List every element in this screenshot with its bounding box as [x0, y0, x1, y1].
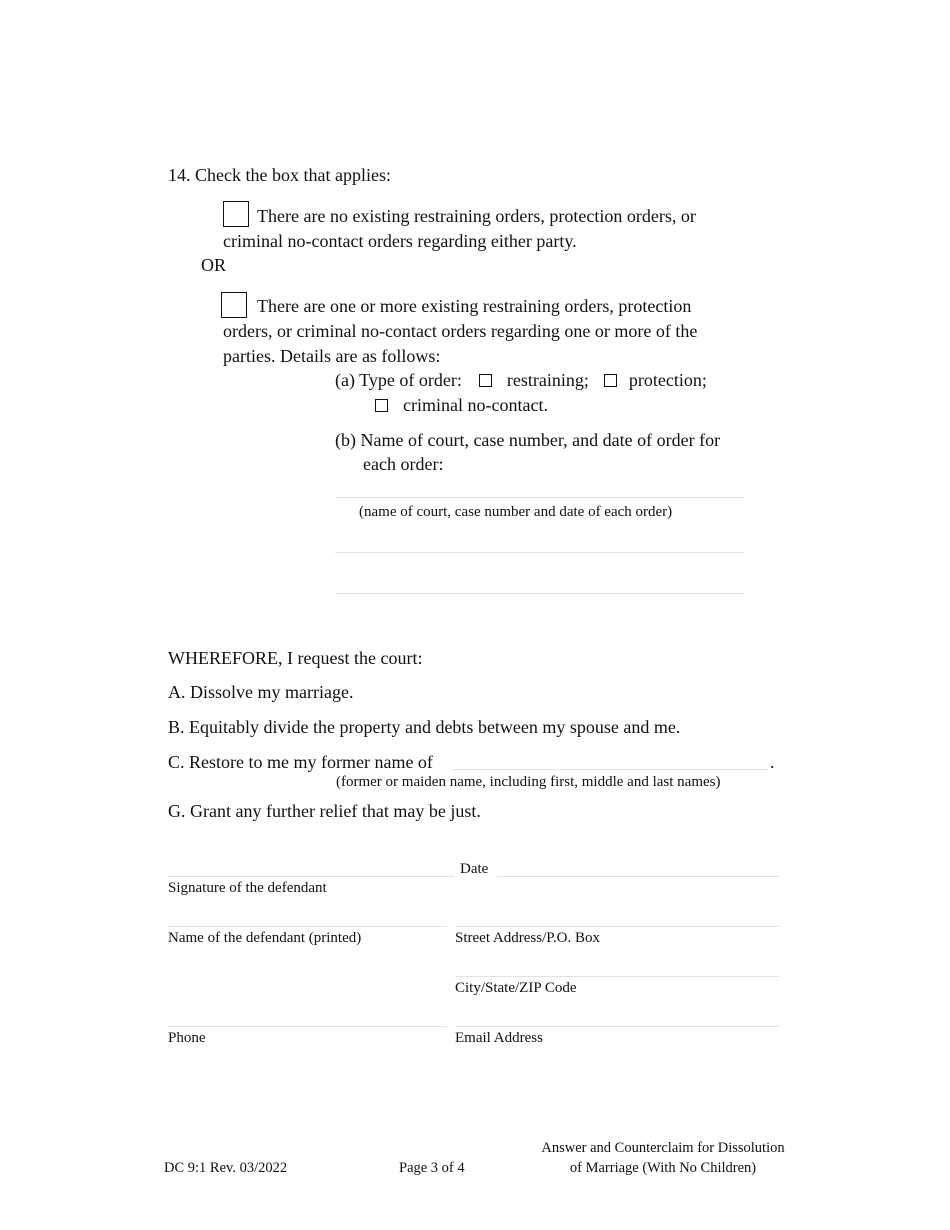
printed-name-label: Name of the defendant (printed) [168, 930, 362, 946]
request-b: B. Equitably divide the property and debts between my spouse and me. [168, 717, 681, 737]
no-orders-text-line2: criminal no-contact orders regarding either party. [223, 231, 577, 251]
form-title-line2: of Marriage (With No Children) [569, 1160, 757, 1176]
criminal-no-contact-checkbox[interactable] [375, 399, 388, 412]
city-state-zip-line[interactable] [455, 976, 779, 977]
date-line[interactable] [497, 876, 779, 877]
former-name-line[interactable] [452, 769, 768, 770]
court-details-line-2[interactable] [335, 552, 744, 553]
former-name-caption: (former or maiden name, including first, middle and last names) [336, 774, 721, 790]
request-c: C. Restore to me my former name of [168, 752, 433, 772]
city-state-zip-label: City/State/ZIP Code [455, 980, 577, 996]
printed-name-line[interactable] [168, 926, 447, 927]
court-details-line-1[interactable] [335, 497, 744, 498]
existing-orders-text-line2: orders, or criminal no-contact orders regarding one or more of the [223, 321, 698, 341]
court-info-line2: each order: [363, 454, 444, 474]
court-details-line-3[interactable] [335, 593, 744, 594]
email-line[interactable] [455, 1026, 779, 1027]
existing-orders-text-line1: There are one or more existing restraining orders, protection [257, 296, 692, 316]
request-g: G. Grant any further relief that may be just. [168, 801, 481, 821]
form-id: DC 9:1 Rev. 03/2022 [164, 1160, 288, 1176]
phone-label: Phone [168, 1030, 206, 1046]
no-orders-checkbox[interactable] [223, 201, 249, 227]
signature-label: Signature of the defendant [168, 880, 327, 896]
email-label: Email Address [455, 1030, 543, 1046]
no-orders-text-line1: There are no existing restraining orders, protection orders, or [257, 206, 696, 226]
court-details-caption: (name of court, case number and date of each order) [359, 504, 673, 520]
section-14-heading: 14. Check the box that applies: [168, 165, 391, 185]
form-title-line1: Answer and Counterclaim for Dissolution [541, 1140, 785, 1156]
wherefore-intro: WHEREFORE, I request the court: [168, 648, 423, 668]
court-info-line1: (b) Name of court, case number, and date of order for [335, 430, 721, 450]
or-label: OR [201, 255, 227, 275]
existing-orders-checkbox[interactable] [221, 292, 247, 318]
request-c-period: . [770, 752, 775, 772]
order-type-row [335, 368, 707, 393]
restraining-label: restraining; [506, 370, 589, 390]
existing-orders-text-line3: parties. Details are as follows: [223, 346, 441, 366]
street-address-label: Street Address/P.O. Box [455, 930, 601, 946]
signature-line[interactable] [168, 876, 454, 877]
criminal-no-contact-label: criminal no-contact. [403, 395, 548, 415]
street-address-line[interactable] [455, 926, 779, 927]
restraining-checkbox[interactable] [479, 374, 492, 387]
order-type-label: (a) Type of order: [335, 370, 462, 390]
criminal-row [375, 393, 548, 418]
date-label: Date [460, 861, 489, 877]
request-a: A. Dissolve my marriage. [168, 682, 354, 702]
protection-label: protection; [628, 370, 707, 390]
protection-checkbox[interactable] [604, 374, 617, 387]
page-number: Page 3 of 4 [399, 1160, 465, 1176]
phone-line[interactable] [168, 1026, 447, 1027]
